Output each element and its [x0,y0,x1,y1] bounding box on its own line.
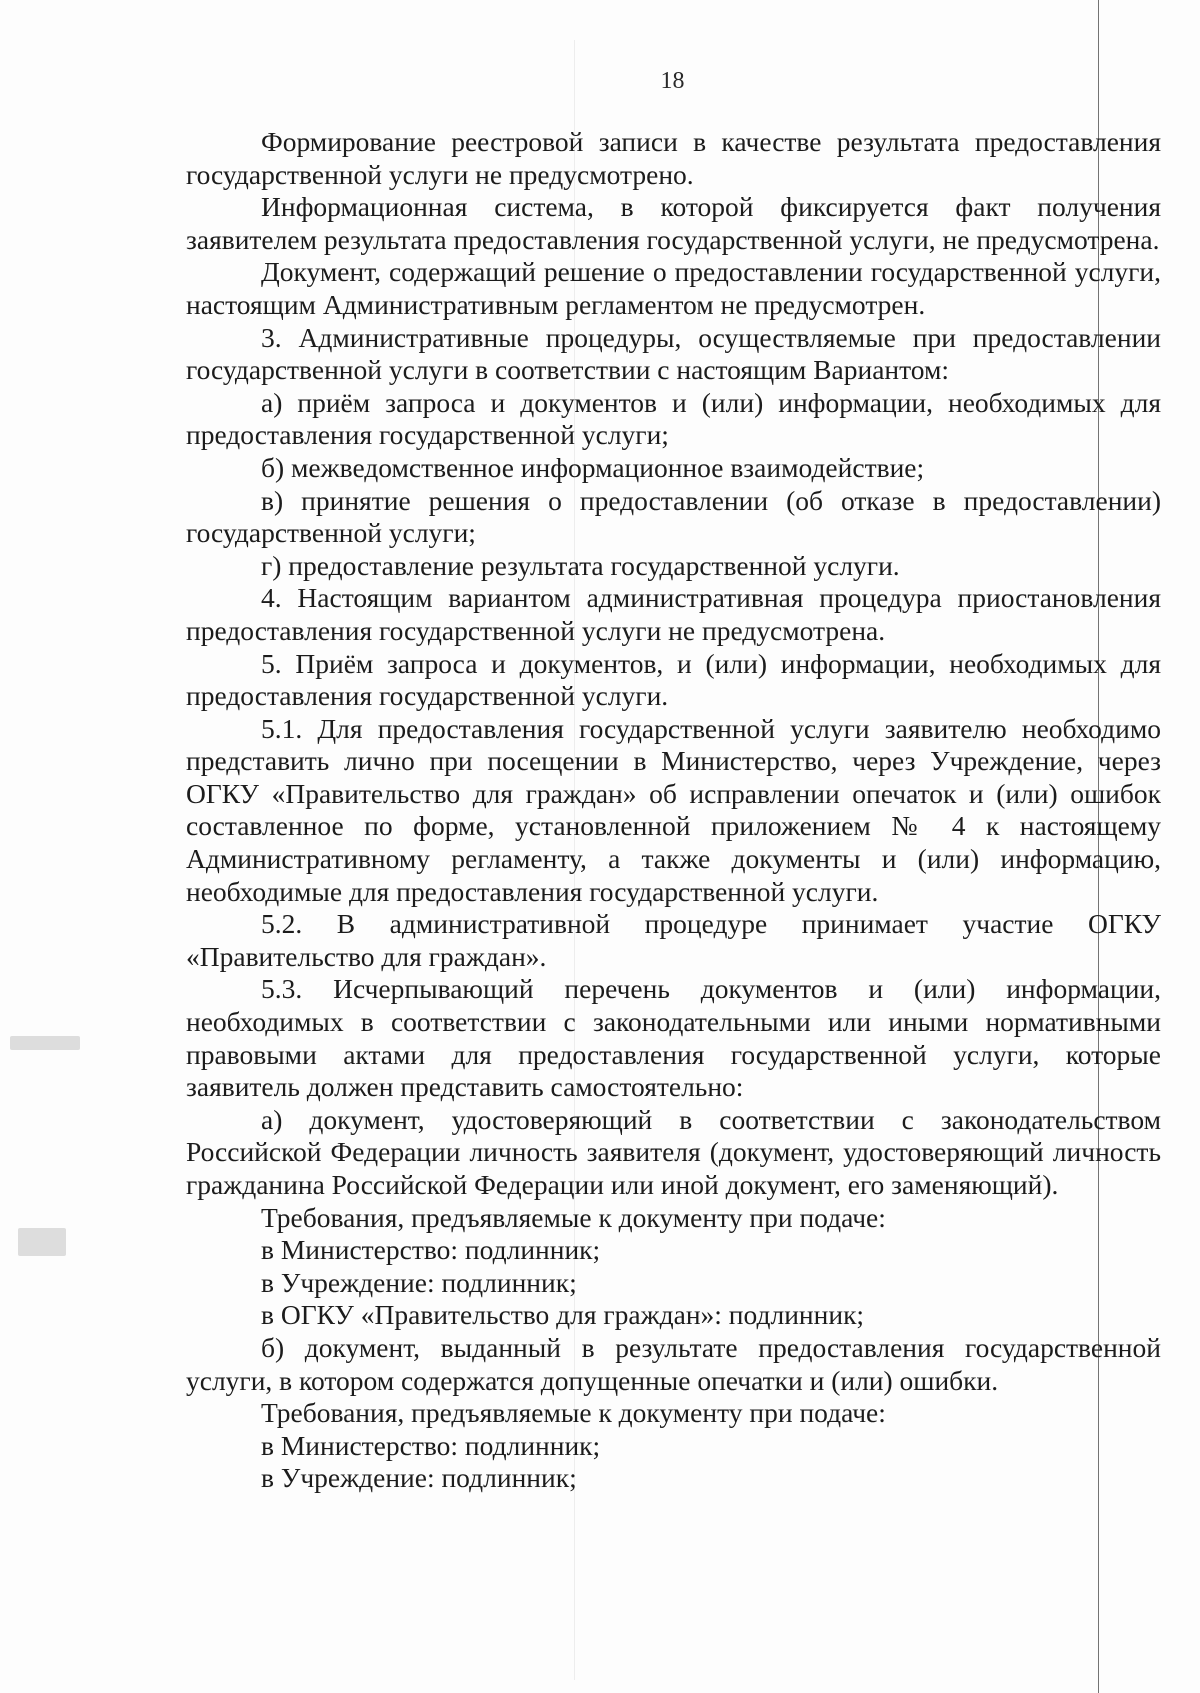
paragraph: 5.3. Исчерпывающий перечень документов и (или) информации, необходимых в соответствии с законодательными или иными нормативными правовыми актами для предоставления государственной услуги, которые заявитель должен представить самостоятельно: [186,973,1161,1103]
paragraph: Формирование реестровой записи в качестве результата предоставления государственной услуги не предусмотрено. [186,126,1161,190]
paragraph: Требования, предъявляемые к документу при подаче: [261,1397,886,1429]
paragraph: 5.2. В административной процедуре принимает участие ОГКУ «Правительство для граждан». [186,908,1161,972]
list-item: в Учреждение: подлинник; [261,1462,577,1494]
document-body [186,126,1161,1495]
list-item: а) документ, удостоверяющий в соответствии с законодательством Российской Федерации личность заявителя (документ, удостоверяющий личность гражданина Российской Федерации или иной документ, его заменяющий). [186,1103,1161,1200]
paragraph: 5. Приём запроса и документов, и (или) информации, необходимых для предоставления государственной услуги. [186,647,1161,712]
list-item: в Министерство: подлинник; [261,1429,601,1461]
list-item: а) приём запроса и документов и (или) информации, необходимых для предоставления государственной услуги; [186,386,1161,451]
list-item: в ОГКУ «Правительство для граждан»: подлинник; [261,1299,865,1331]
paragraph: 4. Настоящим вариантом административная процедура приостановления предоставления государственной услуги не предусмотрена. [186,582,1161,646]
list-item: б) межведомственное информационное взаимодействие; [261,451,925,483]
paragraph: 5.1. Для предоставления государственной услуги заявителю необходимо представить лично при посещении в Министерство, через Учреждение, через ОГКУ «Правительство для граждан» об исправлении опечаток и (или) ошибок составленное по форме, установленной приложением № 4 к настоящему Административному регламенту, а также документы и (или) информацию, необходимые для предоставления государственной услуги. [186,712,1161,907]
page-number: 18 [660,68,685,94]
list-item: в Учреждение: подлинник; [261,1266,577,1298]
scan-speckle [10,1036,80,1050]
list-item: в Министерство: подлинник; [261,1234,601,1266]
paragraph: Требования, предъявляемые к документу при подаче: [261,1201,886,1233]
list-item: б) документ, выданный в результате предоставления государственной услуги, в котором содержатся допущенные опечатки и (или) ошибки. [186,1331,1161,1396]
paragraph: Документ, содержащий решение о предоставлении государственной услуги, настоящим Административным регламентом не предусмотрен. [186,256,1161,320]
paragraph: Информационная система, в которой фиксируется факт получения заявителем результата предоставления государственной услуги, не предусмотрена. [186,191,1161,255]
paragraph: 3. Административные процедуры, осуществляемые при предоставлении государственной услуги в соответствии с настоящим Вариантом: [186,321,1161,386]
list-item: г) предоставление результата государственной услуги. [261,549,900,581]
scan-speckle [18,1228,66,1256]
list-item: в) принятие решения о предоставлении (об отказе в предоставлении) государственной услуги; [186,484,1161,549]
